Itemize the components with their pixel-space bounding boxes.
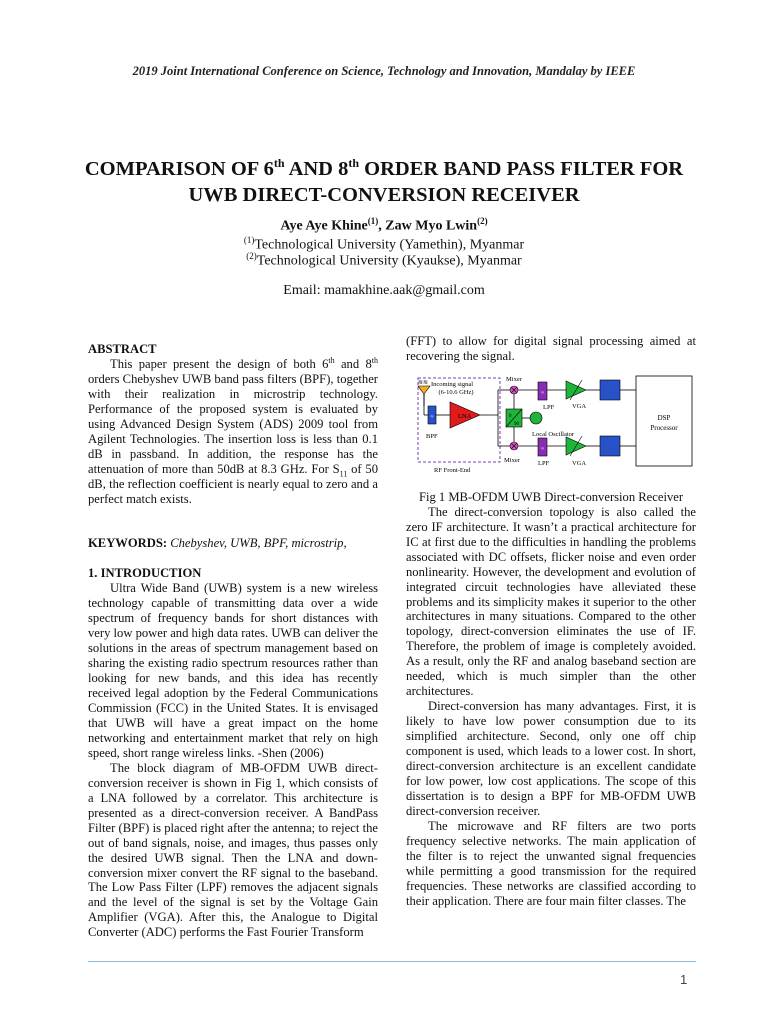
adc-bottom-block <box>600 436 620 456</box>
lpf-top-label: LPF <box>543 403 555 411</box>
bpf-label: BPF <box>426 432 438 440</box>
svg-text:≋≋: ≋≋ <box>418 379 429 386</box>
svg-text:90: 90 <box>514 421 519 427</box>
figure-caption: Fig 1 MB-OFDM UWB Direct-conversion Receiver <box>418 489 684 504</box>
body-paragraph-2: Direct-conversion has many advantages. First, it is likely to have low power consumption due to its simplified architecture. Second, only one off chip component is used, which leads to a lower cost. In short, direct-conversion architecture is an excellent candidate for low power, low cost applications. The scope of this dissertation is to design a BPF for MB-OFDM UWB direct-conversion receiver. <box>406 699 696 818</box>
svg-text:Processor: Processor <box>650 423 678 432</box>
footer-divider <box>88 961 696 962</box>
keywords: KEYWORDS: Chebyshev, UWB, BPF, microstrip, <box>88 536 347 551</box>
frequency-range-label: (6-10.6 GHz) <box>438 388 474 396</box>
antenna-icon <box>418 380 430 406</box>
author-name: Aye Aye Khine <box>280 218 368 234</box>
mixer-bottom-icon <box>510 442 518 450</box>
svg-text:≈: ≈ <box>430 414 434 420</box>
mixer-top-icon <box>510 386 518 394</box>
affiliation-2: $^{(2)}$Technological University (Kyaukse), Myanmar <box>246 251 522 269</box>
paper-title: COMPARISON OF 6th AND 8th ORDER BAND PASS FILTER FOR UWB DIRECT-CONVERSION RECEIVER <box>84 156 684 206</box>
local-oscillator-label: Local Oscillator <box>532 430 575 438</box>
mixer-top-label: Mixer <box>506 375 522 383</box>
vga-bottom-label: VGA <box>572 459 587 467</box>
conference-header: 2019 Joint International Conference on Science, Technology and Innovation, Mandalay by IEEE <box>132 64 636 78</box>
author-name: Zaw Myo Lwin <box>385 218 478 234</box>
lpf-bottom-label: LPF <box>538 459 550 467</box>
svg-text:≈: ≈ <box>541 390 544 396</box>
incoming-signal-label: Incoming signal <box>430 380 474 388</box>
abstract-text: This paper present the design of both 6th and 8th orders Chebyshev UWB band pass filters (BPF), together with their realization in microstrip technology. Performance of the proposed system is evaluated by using Advanced Design System (ADS) 2009 tool from Agilent Technologies. The insertion loss is less than 0.1 dB in passband. In addition, the response has the attenuation of more than 50dB at 8.3 GHz. For $S_{11}$ of 50 dB, the reflection coefficient is nearly equal to zero and a perfect match exists. <box>88 355 379 506</box>
body-paragraph-1: The direct-conversion topology is also called the zero IF architecture. It wasn’t a practical architecture for IC at first due to the difficulties in handling the problems associated with DC offsets, flicker noise and even order nonlinearity. However, the development and evolution of integrated circuit technologies have alleviated these problems and its simplicity makes it superior to the other architectures in many situations. Compared to the other topology, direct-conversion eliminates the use of IF. Therefore, the problem of image is completely avoided. As a result, only the RF and analog baseband section are needed, which is much simpler than the other architectures. <box>406 504 696 699</box>
introduction-heading: 1. INTRODUCTION <box>88 566 202 581</box>
abstract-heading: ABSTRACT <box>88 342 157 356</box>
mixer-bottom-label: Mixer <box>504 456 520 464</box>
svg-text:0: 0 <box>509 413 512 419</box>
affiliation-1: $^{(1)}$Technological University (Yamethin), Myanmar <box>243 235 525 253</box>
svg-text:≈: ≈ <box>541 446 544 452</box>
adc-top-block <box>600 380 620 400</box>
body-paragraph-3: The microwave and RF filters are two ports frequency selective networks. The main application of the filter is to reject the unwanted signal frequencies while permitting a good transmission for the required frequencies. These networks are classified according to their application. There are four main filter classes. The <box>406 818 696 908</box>
receiver-block-diagram <box>406 372 696 482</box>
vga-top-label: VGA <box>572 402 587 410</box>
intro-paragraph-1: Ultra Wide Band (UWB) system is a new wireless technology capable of transmitting data over a wide spectrum of frequency bands for short distances with very low power and high data rates. UWB can deliver the solutions in the areas of spectrum management based on sharing the existing radio spectrum resources rather than looking for new bands, and this idea has recently received legal adoption by the Federal Communications Commission (FCC) in the United States. It is envisaged that UWB will have a great impact on the home networking and entertainment market that rely on high speed, short range wireless links. -Shen (2006) <box>88 581 378 760</box>
right-column <box>406 334 696 909</box>
author-email: Email: mamakhine.aak@gmail.com <box>283 283 485 298</box>
intro-paragraph-2: The block diagram of MB-OFDM UWB direct-conversion receiver is shown in Fig 1, which consists of a LNA followed by a correlator. This architecture is presented as a direct-conversion receiver. A BandPass Filter (BPF) is placed right after the antenna; to reject the out of band signals, noise, and images, thus passes only the desired UWB signal. Then the LNA and down-conversion mixer convert the RF signal to the baseband. The Low Pass Filter (LPF) removes the adjacent signals and the level of the signal is set by the Voltage Gain Amplifier (VGA). After this, the Analogue to Digital Converter (ADC) performs the Fast Fourier Transform <box>88 760 378 940</box>
lna-label: LNA <box>458 412 472 420</box>
continued-paragraph: (FFT) to allow for digital signal processing aimed at recovering the signal. <box>406 334 696 363</box>
rf-front-end-label: RF Front-End <box>434 466 471 474</box>
author-list: Aye Aye Khine$^{(1)}$, Zaw Myo Lwin$^{(2)}$ <box>280 216 488 234</box>
local-oscillator-icon <box>530 412 542 424</box>
left-column <box>88 334 378 940</box>
page-number: 1 <box>680 972 688 987</box>
svg-text:DSP: DSP <box>657 413 671 422</box>
